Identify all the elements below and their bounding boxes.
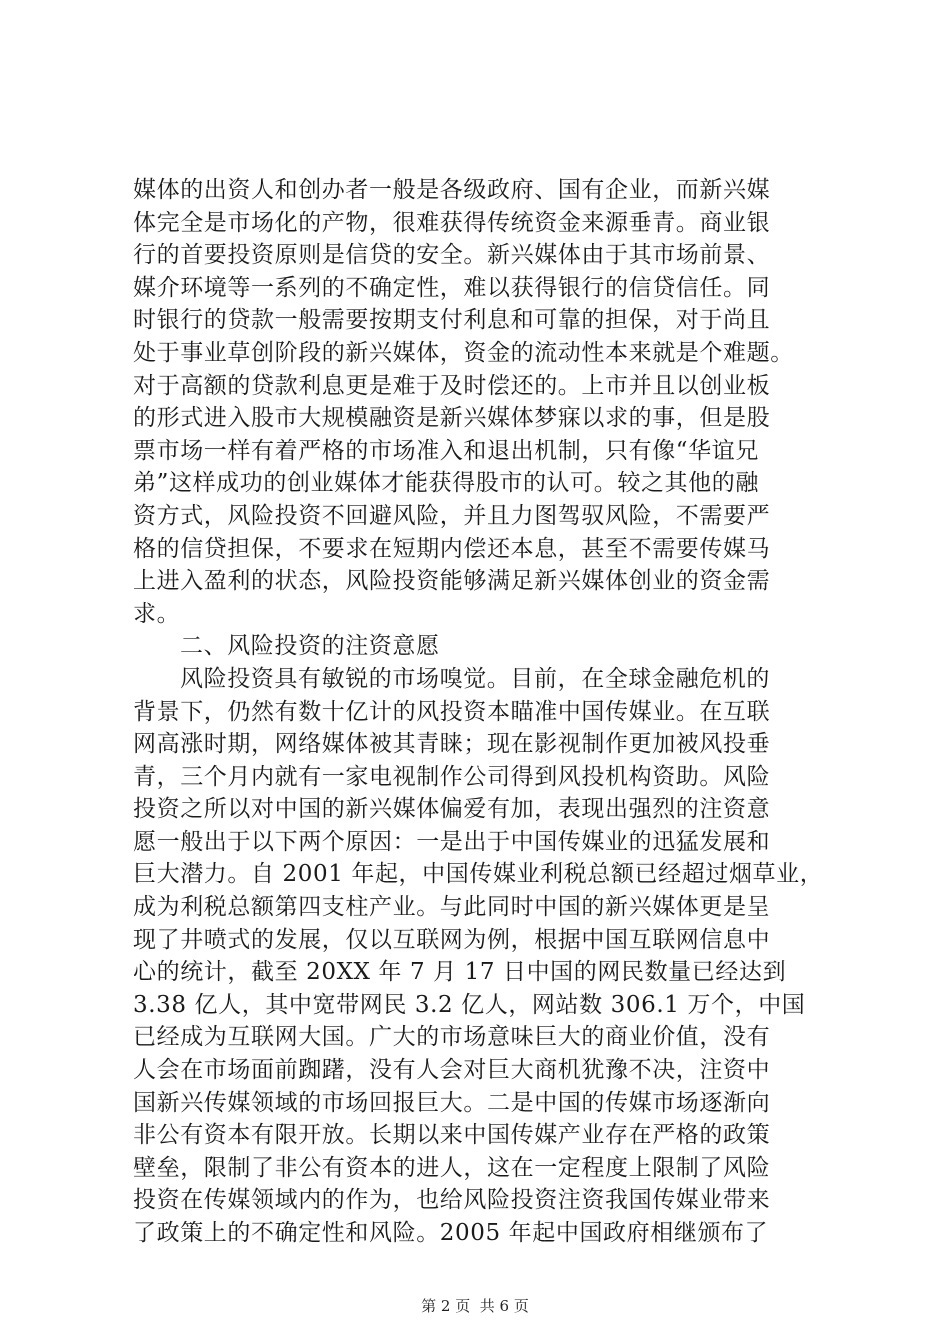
paragraph-line: 弟”这样成功的创业媒体才能获得股市的认可。较之其他的融 (133, 470, 759, 497)
paragraph-line: 投资在传媒领域内的作为，也给风险投资注资我国传媒业带来 (133, 1187, 771, 1214)
paragraph-line: 壁垒，限制了非公有资本的进人，这在一定程度上限制了风险 (133, 1154, 771, 1181)
paragraph-line: 愿一般出于以下两个原因：一是出于中国传媒业的迅猛发展和 (133, 828, 771, 855)
paragraph-line: 心的统计，截至 20XX 年 7 月 17 日中国的网民数量已经达到 (133, 959, 787, 986)
paragraph-line: 投资之所以对中国的新兴媒体偏爱有加，表现出强烈的注资意 (133, 796, 771, 823)
paragraph-line: 求。 (133, 600, 181, 627)
paragraph-line: 巨大潜力。自 2001 年起，中国传媒业利税总额已经超过烟草业， (133, 861, 824, 888)
paragraph-line: 媒介环境等一系列的不确定性，难以获得银行的信贷信任。同 (133, 274, 771, 301)
paragraph-line: 国新兴传媒领域的市场回报巨大。二是中国的传媒市场逐渐向 (133, 1089, 771, 1116)
paragraph-line: 已经成为互联网大国。广大的市场意味巨大的商业价值，没有 (133, 1024, 771, 1051)
paragraph-line: 非公有资本有限开放。长期以来中国传媒产业存在严格的政策 (133, 1122, 771, 1149)
paragraph-line: 现了井喷式的发展，仅以互联网为例，根据中国互联网信息中 (133, 926, 771, 953)
paragraph-line: 格的信贷担保，不要求在短期内偿还本息，甚至不需要传媒马 (133, 535, 771, 562)
paragraph-line: 背景下，仍然有数十亿计的风投资本瞄准中国传媒业。在互联 (133, 698, 771, 725)
paragraph-line: 青，三个月内就有一家电视制作公司得到风投机构资助。风险 (133, 763, 771, 790)
paragraph-line: 处于事业草创阶段的新兴媒体，资金的流动性本来就是个难题。 (133, 339, 794, 366)
paragraph-line: 时银行的贷款一般需要按期支付利息和可靠的担保，对于尚且 (133, 307, 771, 334)
paragraph-line: 票市场一样有着严格的市场准入和退出机制，只有像“华谊兄 (133, 437, 759, 464)
paragraph-line: 媒体的出资人和创办者一般是各级政府、国有企业，而新兴媒 (133, 177, 771, 203)
paragraph-line: 体完全是市场化的产物，很难获得传统资金来源垂青。商业银 (133, 209, 771, 236)
paragraph-line: 成为利税总额第四支柱产业。与此同时中国的新兴媒体更是呈 (133, 894, 771, 921)
page-footer: 第 2 页 共 6 页 (421, 1297, 529, 1315)
paragraph-line: 上进入盈利的状态，风险投资能够满足新兴媒体创业的资金需 (133, 568, 771, 595)
document-body (133, 174, 833, 1250)
section-heading: 二、风险投资的注资意愿 (180, 633, 440, 660)
paragraph-line: 人会在市场面前踟躇，没有人会对巨大商机犹豫不决，注资中 (133, 1057, 771, 1084)
paragraph-line: 网高涨时期，网络媒体被其青睐；现在影视制作更加被风投垂 (133, 731, 771, 758)
paragraph-line: 对于高额的贷款利息更是难于及时偿还的。上市并且以创业板 (133, 372, 771, 399)
paragraph-line: 行的首要投资原则是信贷的安全。新兴媒体由于其市场前景、 (133, 242, 771, 269)
paragraph-line: 资方式，风险投资不回避风险，并且力图驾驭风险，不需要严 (133, 502, 771, 529)
paragraph-line: 风险投资具有敏锐的市场嗅觉。目前，在全球金融危机的 (180, 665, 770, 692)
paragraph-line: 的形式进入股市大规模融资是新兴媒体梦寐以求的事，但是股 (133, 405, 771, 432)
paragraph-line: 3.38 亿人，其中宽带网民 3.2 亿人，网站数 306.1 万个，中国 (133, 991, 806, 1018)
paragraph-line: 了政策上的不确定性和风险。2005 年起中国政府相继颁布了 (133, 1220, 769, 1246)
